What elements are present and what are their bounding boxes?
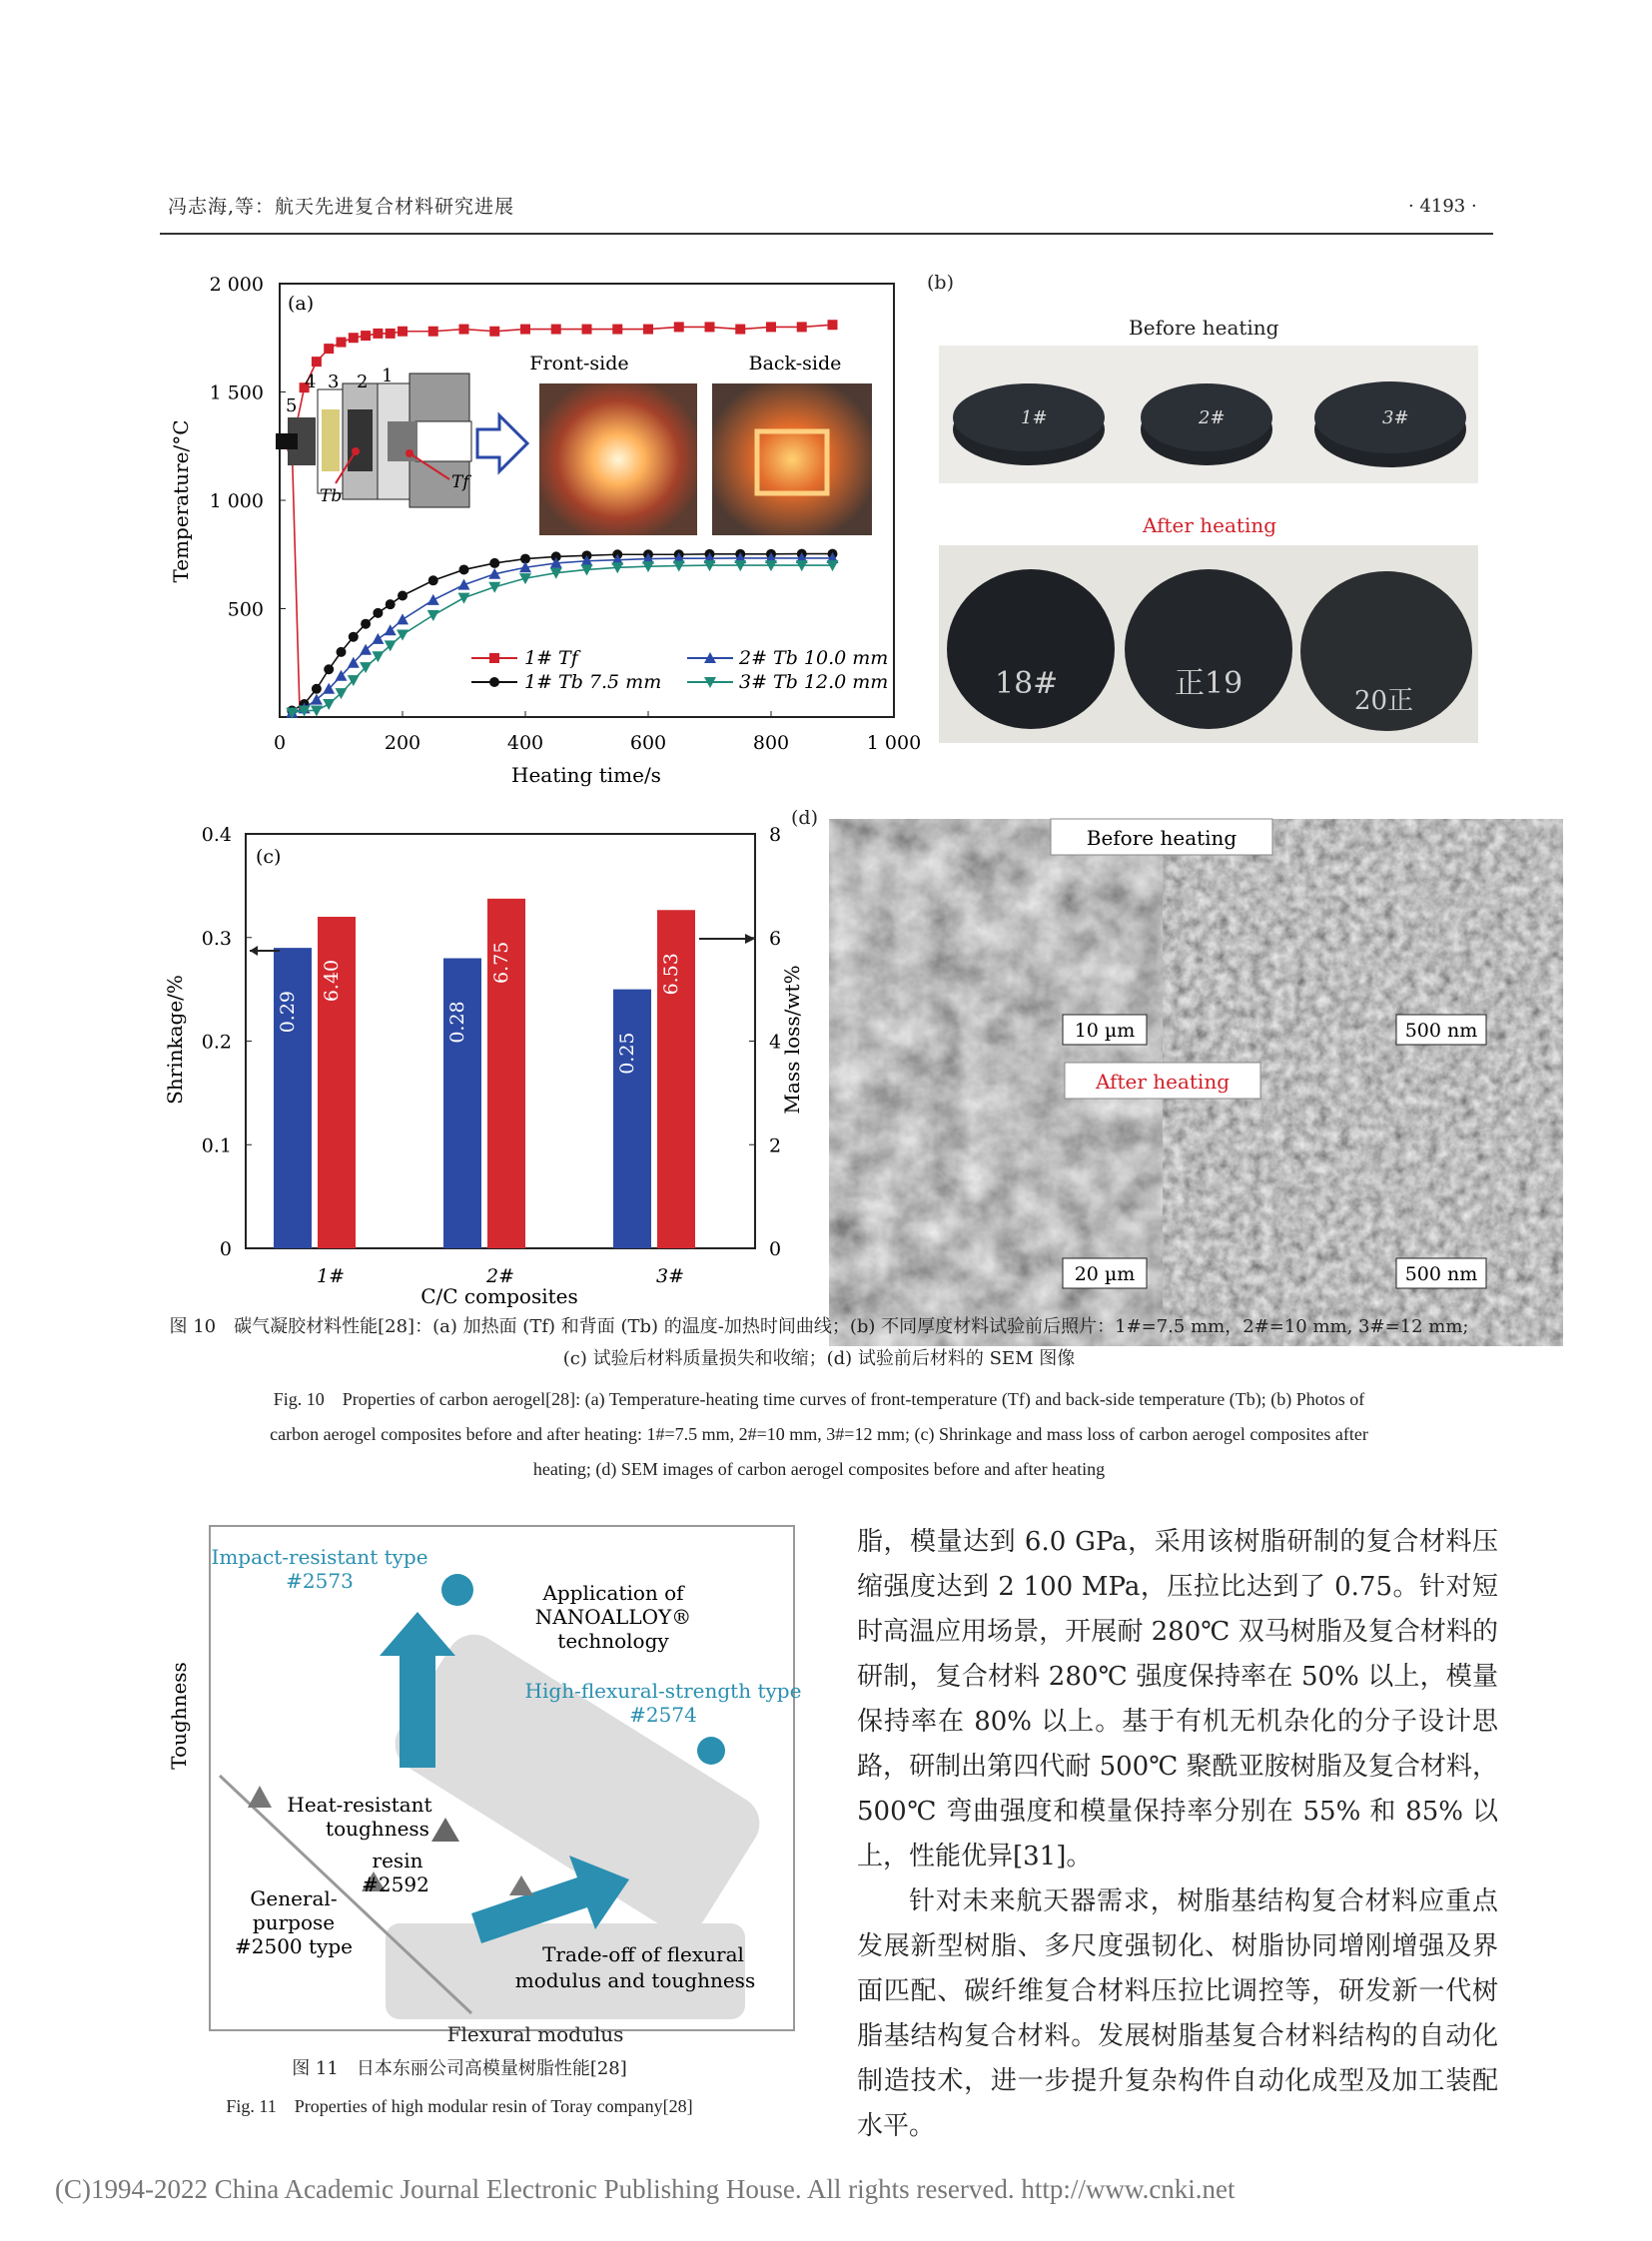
data-point-s1-12 [489, 558, 499, 568]
data-point-s0-13 [520, 325, 530, 335]
body-text-column [857, 1520, 1498, 2149]
copyright-footer: (C)1994-2022 China Academic Journal Electronic Publishing House. All rights reserved. http://www.cnki.net [55, 2174, 1236, 2204]
data-point-s0-12 [489, 327, 499, 337]
fig10a-legend [471, 647, 888, 693]
data-point-s2-10 [427, 594, 439, 605]
fig11-heat-label-3: resin [372, 1849, 423, 1872]
data-point-s0-6 [361, 331, 371, 341]
data-point-s3-11 [458, 593, 470, 604]
fig11-point-2574 [697, 1737, 725, 1765]
schematic-num-2: 2 [357, 372, 369, 392]
fig10-caption-en-1: Fig. 10 Properties of carbon aerogel[28]: (a) Temperature-heating time curves of front-temperature (Tf) and back-side temperature (Tb); (b) Photos of [273, 1389, 1365, 1409]
fig10-caption-cn-2: (c) 试验后材料质量损失和收缩；(d) 试验前后材料的 SEM 图像 [562, 1348, 1076, 1369]
y-tick-label: 0 [219, 1238, 232, 1260]
y-tick-label: 0.2 [201, 1031, 232, 1054]
schematic-num-5: 5 [286, 395, 298, 416]
fig10a-y-axis-label: Temperature/°C [169, 419, 193, 583]
fig11-general-label-3: #2500 type [235, 1934, 353, 1958]
back-side-photo [712, 383, 872, 535]
fig10c-panel-label: (c) [256, 846, 282, 868]
data-point-s1-8 [386, 599, 396, 609]
data-point-s1-6 [361, 619, 371, 629]
fig10d-sem-images [829, 819, 1496, 1298]
sem-scale-1: 10 µm [1074, 1020, 1136, 1042]
data-point-s2-11 [458, 579, 470, 590]
sem-scale-3: 20 µm [1074, 1263, 1136, 1285]
body-paragraph-2: 针对未来航天器需求，树脂基结构复合材料应重点发展新型树脂、多尺度强韧化、树脂协同增刚增强及界面匹配、碳纤维复合材料压拉比调控等，研发新一代树脂基结构复合材料。发展树脂基复合材料结构的自动化制造技术，进一步提升复杂构件自动化成型及加工装配水平。 [857, 1886, 1498, 2141]
data-point-s0-18 [674, 322, 684, 332]
data-point-s0-17 [643, 325, 653, 335]
fig10b-before-photo [939, 346, 1478, 483]
bar-label-0-2: 0.25 [616, 1032, 638, 1075]
x-tick-label: 800 [752, 732, 790, 754]
fig11-heat-label-1: Heat-resistant [287, 1793, 432, 1817]
data-point-s0-10 [428, 327, 438, 337]
y-tick-label: 1 500 [209, 381, 264, 404]
data-point-s2-7 [372, 633, 384, 644]
data-point-s0-11 [459, 325, 469, 335]
fig10c-y-axis-label: Shrinkage/% [163, 975, 187, 1105]
data-point-s3-3 [323, 699, 335, 710]
sample-mark-18: 18# [995, 666, 1059, 701]
y-tick-label: 2 000 [209, 274, 264, 296]
x-tick-label: 600 [629, 732, 667, 754]
sample-2-label: 2# [1199, 407, 1226, 428]
sample-1-label: 1# [1021, 407, 1048, 428]
schematic-num-3: 3 [328, 372, 340, 392]
fig11-app-label-2: NANOALLOY® [534, 1605, 692, 1629]
page-number: · 4193 · [1408, 196, 1477, 217]
data-point-s1-7 [373, 608, 383, 618]
fig11-x-axis-label: Flexural modulus [446, 2022, 624, 2046]
data-point-s1-2 [312, 684, 322, 694]
fig10c-bar-chart [160, 814, 804, 1313]
data-point-s0-9 [398, 327, 408, 337]
data-point-s3-12 [488, 582, 500, 593]
bar-label-0-1: 0.28 [446, 1001, 468, 1044]
y2-tick-label: 2 [769, 1134, 782, 1157]
x-tick-label: 200 [384, 732, 421, 754]
y-tick-label: 0.4 [201, 824, 232, 846]
data-point-s0-14 [551, 325, 561, 335]
y2-tick-label: 6 [769, 927, 782, 950]
data-point-s1-3 [324, 664, 334, 674]
fig11-tradeoff-label-2: modulus and toughness [514, 1968, 756, 1992]
y-tick-label: 0.1 [201, 1134, 232, 1157]
data-point-s1-4 [337, 647, 347, 657]
fig10d-panel-label: (d) [791, 807, 818, 829]
x-tick-label-1: 2# [485, 1265, 515, 1287]
x-tick-label: 1 000 [866, 732, 922, 754]
fig10a-panel-label: (a) [288, 293, 315, 315]
sample-mark-20: 20正 [1354, 686, 1414, 716]
sample-mark-19: 正19 [1175, 666, 1243, 701]
bar-label-0-0: 0.29 [277, 990, 299, 1034]
y2-tick-label: 4 [769, 1031, 782, 1054]
front-side-photo [539, 383, 697, 535]
fig10a-line-chart [160, 262, 922, 801]
data-point-s0-15 [582, 325, 592, 335]
sem-after-label: After heating [1095, 1070, 1231, 1094]
sem-before-label: Before heating [1086, 826, 1238, 850]
y-tick-label: 1 000 [209, 490, 264, 512]
fig10a-x-axis-label: Heating time/s [511, 763, 661, 787]
data-point-s0-8 [386, 329, 396, 339]
legend-2-tb: 2# Tb 10.0 mm [739, 647, 889, 669]
fig10b-after-photo [939, 545, 1478, 743]
fig10-caption-en-3: heating; (d) SEM images of carbon aerogel composites before and after heating [532, 1459, 1106, 1479]
fig11-impact-label-2: #2573 [286, 1569, 354, 1593]
bar-label-1-1: 6.75 [490, 941, 512, 984]
data-point-s0-16 [612, 325, 622, 335]
bar-shrinkage-2 [613, 990, 651, 1248]
y-tick-label: 500 [227, 598, 264, 621]
data-point-s1-9 [398, 590, 408, 600]
fig11-caption-cn: 图 11 日本东丽公司高模量树脂性能[28] [292, 2058, 627, 2079]
data-point-s0-23 [828, 320, 838, 330]
fig11-app-label-3: technology [557, 1629, 669, 1653]
left-axis-arrow-icon [250, 946, 258, 956]
legend-3-tb: 3# Tb 12.0 mm [739, 671, 889, 693]
x-tick-label: 400 [506, 732, 544, 754]
fig11-general-label-1: General- [250, 1886, 338, 1910]
sem-scale-4: 500 nm [1404, 1263, 1478, 1285]
front-side-label: Front-side [529, 353, 629, 374]
data-point-s1-11 [459, 564, 469, 574]
data-point-s0-7 [373, 329, 383, 339]
legend-1-tf: 1# Tf [524, 647, 578, 669]
y2-tick-label: 0 [769, 1238, 782, 1260]
fig10c-y2-axis-label: Mass loss/wt% [780, 965, 804, 1115]
sample-3-label: 3# [1382, 407, 1409, 428]
data-point-s0-3 [324, 344, 334, 354]
data-point-s0-20 [735, 325, 745, 335]
data-point-s1-5 [349, 632, 359, 642]
schematic-num-1: 1 [382, 366, 394, 386]
fig11-point-2573 [441, 1574, 473, 1606]
fig11-hfs-label-1: High-flexural-strength type [524, 1679, 802, 1703]
bar-label-1-2: 6.53 [660, 953, 682, 996]
sem-scale-2: 500 nm [1404, 1020, 1478, 1042]
x-tick-label-2: 3# [655, 1265, 685, 1287]
schematic-tf-label: Tf [451, 472, 469, 492]
right-axis-arrow-icon [745, 934, 755, 944]
x-tick-label-0: 1# [316, 1265, 346, 1287]
fig11-caption-en: Fig. 11 Properties of high modular resin of Toray company[28] [226, 2096, 693, 2116]
fig11-app-label-1: Application of [542, 1581, 684, 1605]
data-point-s3-10 [427, 610, 439, 621]
schematic-num-4: 4 [305, 372, 317, 392]
header-rule [160, 233, 1493, 235]
back-side-label: Back-side [748, 353, 842, 374]
fig10-caption-en-2: carbon aerogel composites before and after heating: 1#=7.5 mm, 2#=10 mm, 3#=12 mm; (c) Shrinkage and mass loss of carbon aerogel composites after [270, 1424, 1368, 1444]
fig11-heat-label-2: toughness [326, 1817, 429, 1841]
body-paragraph-1: 脂，模量达到 6.0 GPa，采用该树脂研制的复合材料压缩强度达到 2 100 MPa，压拉比达到了 0.75。针对短时高温应用场景，开展耐 280℃ 双马树脂及复合材料的研制，复合材料 280℃ 强度保持率在 50% 以上，模量保持率在 80% 以上。基于有机无机杂化的分子设计思路，研制出第四代耐 500℃ 聚酰亚胺树脂及复合材料，500℃ 弯曲强度和模量保持率分别在 55% 和 85% 以上，性能优异[31]。 [857, 1527, 1498, 1871]
fig10c-x-axis-label: C/C composites [420, 1284, 578, 1308]
fig10a-arrow-icon [477, 415, 527, 471]
legend-1-tb: 1# Tb 7.5 mm [524, 671, 662, 693]
y2-tick-label: 8 [769, 824, 782, 846]
fig11-heat-label-4: #2592 [362, 1872, 429, 1896]
data-point-s0-19 [705, 322, 715, 332]
data-point-s0-4 [337, 338, 347, 348]
fig10a-schematic [276, 366, 471, 507]
fig11-hfs-label-2: #2574 [629, 1703, 697, 1727]
fig11-tradeoff-label-1: Trade-off of flexural [542, 1942, 744, 1966]
data-point-s0-22 [797, 322, 807, 332]
y-tick-label: 0.3 [201, 927, 232, 950]
fig11-y-axis-label: Toughness [167, 1662, 191, 1770]
data-point-s0-21 [766, 322, 776, 332]
bar-label-1-0: 6.40 [321, 959, 343, 1003]
running-header-title: 冯志海,等：航天先进复合材料研究进展 [168, 196, 515, 218]
fig11-diagram [160, 1516, 809, 2035]
fig10b-after-label: After heating [1143, 513, 1277, 537]
schematic-tb-label: Tb [320, 486, 343, 506]
data-point-s0-2 [312, 357, 322, 367]
x-tick-label: 0 [273, 732, 287, 754]
data-point-s2-9 [397, 613, 409, 624]
data-point-s0-5 [349, 333, 359, 343]
data-point-s1-10 [428, 575, 438, 585]
fig10b-panel-label: (b) [927, 272, 954, 294]
fig11-general-label-2: purpose [252, 1910, 336, 1934]
fig10-caption-cn-1: 图 10 碳气凝胶材料性能[28]：(a) 加热面 (Tf) 和背面 (Tb) 的温度-加热时间曲线；(b) 不同厚度材料试验前后照片：1#=7.5 mm，2#=10 mm, 3#=12 mm; [169, 1316, 1469, 1337]
fig11-impact-label-1: Impact-resistant type [211, 1545, 428, 1569]
fig10b-before-label: Before heating [1129, 316, 1279, 340]
